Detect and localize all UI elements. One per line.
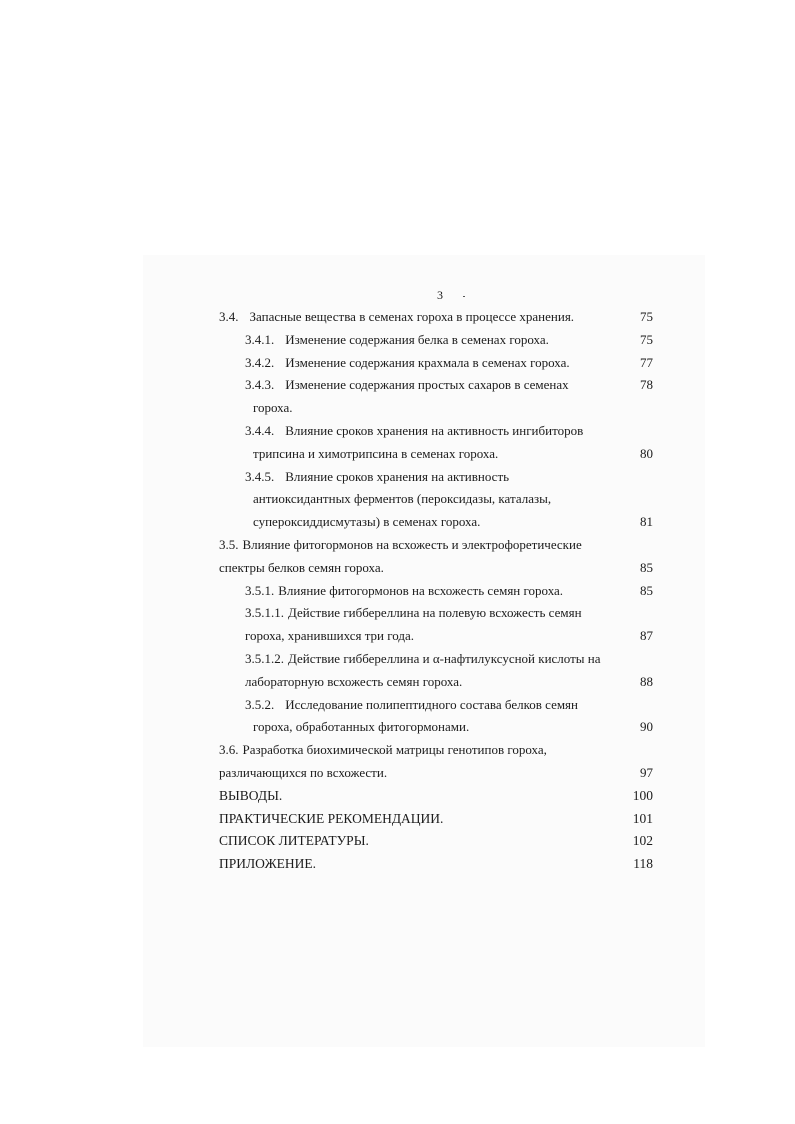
toc-entry-number: 3.5.1.1. <box>245 605 284 621</box>
toc-entry-page: 102 <box>632 833 653 849</box>
toc-entry-page: 118 <box>633 856 653 872</box>
toc-entry-3-6 <box>219 739 653 785</box>
toc-entry-3-5-1-2 <box>219 648 653 694</box>
toc-entry-title: 3.5.1. Влияние фитогормонов на всхожесть семян гороха. <box>245 582 564 598</box>
toc-entry-references <box>219 830 653 853</box>
toc-entry-number: 3.5.1. <box>245 582 275 598</box>
toc-entry-number: 3.4.1. <box>245 331 275 347</box>
toc-entry-page: 75 <box>640 309 653 324</box>
toc-entry-page: 87 <box>640 628 653 644</box>
toc-entry-number: 3.4.5. <box>245 468 275 484</box>
toc-entry-recommendations <box>219 808 653 831</box>
toc-entry-page: 75 <box>640 331 653 347</box>
toc-entry-page: 85 <box>640 582 653 598</box>
toc-entry-title: ПРАКТИЧЕСКИЕ РЕКОМЕНДАЦИИ. <box>219 810 444 826</box>
toc-entry-page: 81 <box>640 514 653 530</box>
table-of-contents <box>219 306 653 876</box>
toc-entry-title: 3.5.2. Исследование полипептидного состава белков семян гороха, обработанных фитогормонами. <box>245 696 578 735</box>
toc-entry-3-5-1-1 <box>219 602 653 648</box>
page-number: 3 <box>437 288 443 302</box>
toc-entry-conclusions <box>219 785 653 808</box>
toc-entry-3-5-1 <box>219 580 653 603</box>
toc-entry-title: СПИСОК ЛИТЕРАТУРЫ. <box>219 833 369 849</box>
scan-speck <box>463 296 465 297</box>
toc-entry-title: 3.5.1.2. Действие гиббереллина и α-нафтилуксусной кислоты на лабораторную всхожесть семян гороха. <box>245 650 601 689</box>
toc-entry-title: 3.4.2. Изменение содержания крахмала в семенах гороха. <box>245 354 570 370</box>
toc-entry-page: 97 <box>640 764 653 780</box>
toc-entry-3-4-2 <box>219 352 653 375</box>
toc-entry-3-5 <box>219 534 653 580</box>
toc-entry-page: 77 <box>640 354 653 370</box>
toc-entry-page: 78 <box>640 377 653 393</box>
toc-entry-page: 100 <box>632 787 653 803</box>
toc-entry-3-4-1 <box>219 329 653 352</box>
toc-entry-page: 90 <box>640 719 653 735</box>
toc-entry-title: 3.4.5. Влияние сроков хранения на активность антиоксидантных ферментов (пероксидазы, каталазы, супероксиддисмутазы) в семенах гороха. <box>245 468 552 530</box>
toc-entry-title: 3.5. Влияние фитогормонов на всхожесть и электрофоретические спектры белков семян гороха. <box>219 536 582 575</box>
toc-entry-number: 3.5. <box>219 536 239 552</box>
toc-entry-appendix <box>219 853 653 876</box>
toc-entry-title: 3.4. Запасные вещества в семенах гороха в процессе хранения. <box>219 309 575 324</box>
toc-entry-page: 88 <box>640 673 653 689</box>
toc-entry-page: 85 <box>640 559 653 575</box>
toc-entry-number: 3.4.3. <box>245 377 275 393</box>
toc-entry-title: 3.4.3. Изменение содержания простых сахаров в семенах гороха. <box>245 377 569 416</box>
toc-entry-number: 3.5.1.2. <box>245 650 284 666</box>
toc-entry-page: 101 <box>632 810 653 826</box>
toc-entry-title: ПРИЛОЖЕНИЕ. <box>219 856 317 872</box>
toc-entry-3-4-5 <box>219 466 653 534</box>
toc-entry-title: 3.6. Разработка биохимической матрицы генотипов гороха, различающихся по всхожести. <box>219 742 547 780</box>
toc-entry-title: ВЫВОДЫ. <box>219 787 283 803</box>
toc-entry-title: 3.5.1.1. Действие гиббереллина на полевую всхожесть семян гороха, хранившихся три года. <box>245 605 582 644</box>
toc-entry-number: 3.4.2. <box>245 354 275 370</box>
toc-entry-number: 3.4. <box>219 309 239 324</box>
toc-entry-3-4 <box>219 306 653 329</box>
toc-entry-title: 3.4.4. Влияние сроков хранения на активность ингибиторов трипсина и химотрипсина в семенах гороха. <box>245 422 584 461</box>
toc-entry-number: 3.6. <box>219 742 239 758</box>
toc-entry-number: 3.5.2. <box>245 696 275 712</box>
toc-entry-title: 3.4.1. Изменение содержания белка в семенах гороха. <box>245 331 549 347</box>
toc-entry-number: 3.4.4. <box>245 422 275 438</box>
toc-entry-3-5-2 <box>219 694 653 740</box>
toc-entry-page: 80 <box>640 445 653 461</box>
toc-entry-3-4-4 <box>219 420 653 466</box>
toc-entry-3-4-3 <box>219 374 653 420</box>
